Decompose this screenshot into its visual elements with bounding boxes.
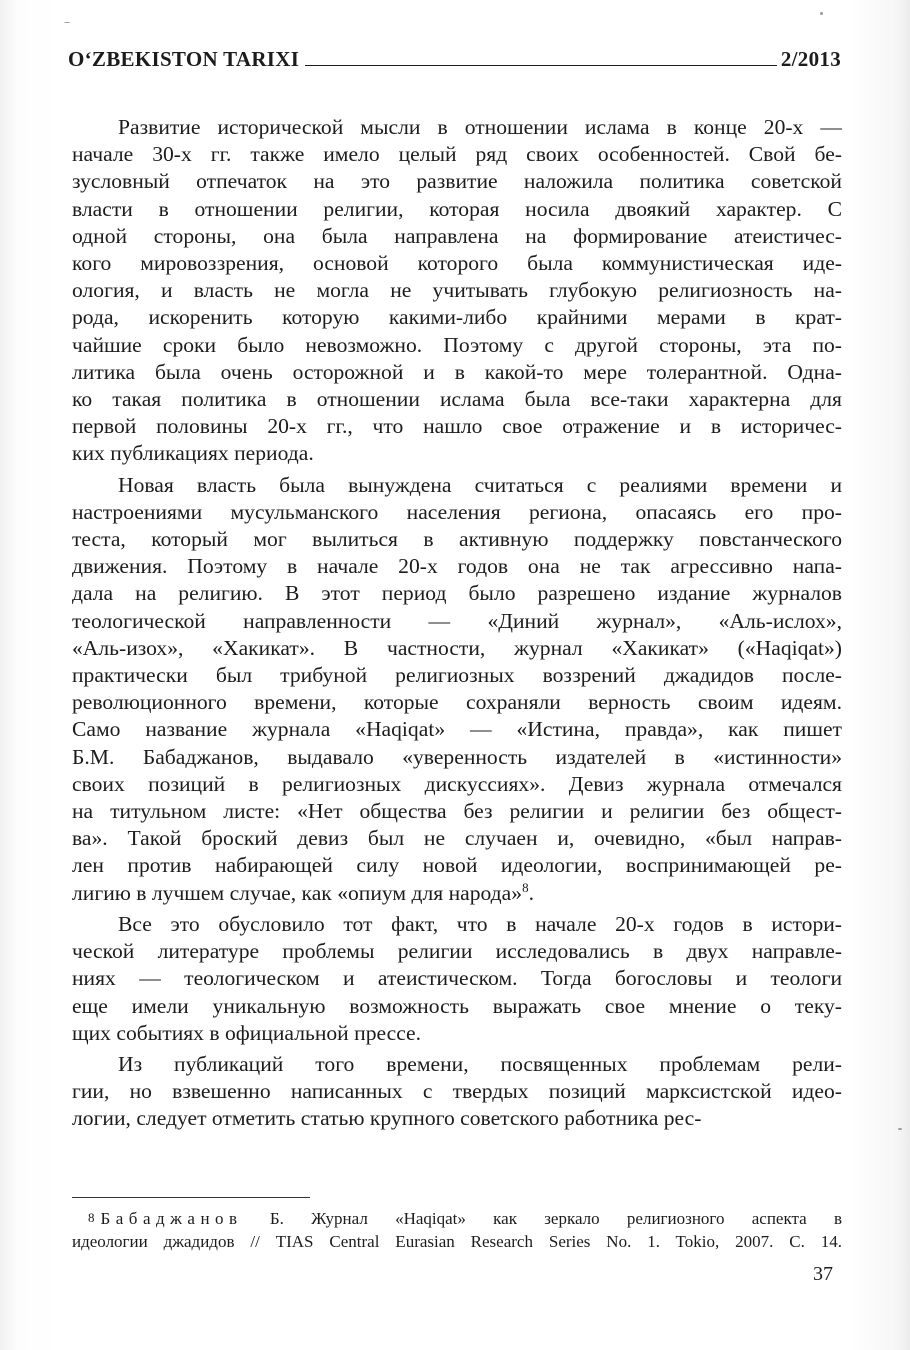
text-line (72, 332, 842, 359)
paragraph (72, 911, 842, 1047)
line-text: литика была очень осторожной и в какой-то мере толерантной. Одна- (72, 359, 842, 384)
text-line (72, 1105, 842, 1132)
issue-number: 2/2013 (780, 47, 841, 71)
running-header (68, 42, 841, 72)
text-line (72, 413, 842, 440)
text-line (72, 635, 842, 662)
line-text: щих событиях в официальной прессе. (72, 1020, 422, 1045)
footnote-reference[interactable]: 8 (522, 879, 529, 895)
text-line (72, 798, 842, 825)
scan-speck (820, 12, 823, 15)
text-line (72, 526, 842, 553)
text-line (72, 440, 842, 467)
footnote-line-1 (72, 1208, 842, 1231)
text-line (72, 662, 842, 689)
text-line (72, 304, 842, 331)
scan-speck (64, 22, 70, 23)
paragraph (72, 1051, 842, 1133)
text-line (72, 852, 842, 879)
text-line (72, 771, 842, 798)
footnote-author: Бабаджанов (100, 1209, 243, 1228)
text-line (72, 386, 842, 413)
text-line (72, 825, 842, 852)
text-line (72, 608, 842, 635)
text-line (72, 359, 842, 386)
text-line (72, 168, 842, 195)
text-line (72, 744, 842, 771)
text-line (72, 911, 842, 938)
text-line (72, 716, 842, 743)
text-line (72, 965, 842, 992)
line-text: дала на религию. В этот период было разрешено издание журналов (72, 581, 842, 606)
line-text: одной стороны, она была направлена на формирование атеистичес- (72, 223, 842, 248)
line-text: рода, искоренить которую какими-либо крайними мерами в крат- (72, 305, 842, 330)
line-text: зусловный отпечаток на это развитие наложила политика советской (72, 169, 842, 194)
text-line (72, 250, 842, 277)
line-text: ких публикациях периода. (72, 441, 314, 466)
line-text: Все это обусловило тот факт, что в начале 20-х годов в истори- (118, 911, 842, 936)
footnote-line-2: идеологии джадидов // TIAS Central Eurasian Research Series No. 1. Tokio, 2007. С. 14. (72, 1231, 842, 1251)
line-text: лен против набирающей силу новой идеологии, воспринимающей ре- (72, 853, 842, 878)
line-text: ниях — теологическом и атеистическом. Тогда богословы и теологи (72, 966, 842, 991)
line-text: практически был трибуной религиозных воззрений джадидов после- (72, 663, 842, 688)
line-text: ко такая политика в отношении ислама была все-таки характерна для (72, 387, 842, 412)
line-text: ология, и власть не могла не учитывать глубокую религиозность на- (72, 278, 842, 303)
line-text: лигию в лучшем случае, как «опиум для народа» (72, 880, 523, 905)
text-line (72, 1051, 842, 1078)
text-line (72, 553, 842, 580)
line-text: начале 30-х гг. также имело целый ряд своих особенностей. Свой бе- (72, 142, 842, 167)
journal-title: O‘ZBEKISTON TARIXI (68, 47, 300, 71)
text-line (72, 580, 842, 607)
line-text: на титульном листе: «Нет общества без религии и религии без общест- (72, 799, 842, 824)
line-text: кого мировоззрения, основой которого была коммунистическая иде- (72, 251, 842, 276)
line-text: ва». Такой броский девиз был не случаен и, очевидно, «был направ- (72, 826, 842, 851)
line-text: Новая власть была вынуждена считаться с реалиями времени и (118, 472, 842, 497)
page-number: 37 (813, 1263, 833, 1285)
text-line (72, 141, 842, 168)
text-line (72, 689, 842, 716)
line-text: Развитие исторической мысли в отношении ислама в конце 20-х — (118, 115, 842, 139)
line-text: чайшие сроки было невозможно. Поэтому с другой стороны, эта по- (72, 332, 842, 357)
line-text: своих позиций в религиозных дискуссиях». Девиз журнала отмечался (72, 771, 842, 796)
line-text: власти в отношении религии, которая носила двоякий характер. С (72, 196, 842, 221)
line-text: теста, который мог вылиться в активную поддержку повстанческого (72, 527, 842, 552)
footnote-number: 8 (88, 1210, 95, 1225)
footnote (72, 1208, 842, 1253)
line-text: теологической направленности — «Диний журнал», «Аль-ислох», (72, 608, 842, 633)
text-line (72, 196, 842, 223)
line-text: революционного времени, которые сохраняли верность своим идеям. (72, 690, 842, 715)
line-text: настроениями мусульманского населения региона, опасаясь его про- (72, 499, 842, 524)
text-line (72, 1078, 842, 1105)
text-line (72, 499, 842, 526)
footnote-separator (72, 1197, 310, 1198)
line-text: Из публикаций того времени, посвященных проблемам рели- (118, 1051, 842, 1076)
line-text: еще имели уникальную возможность выражать свое мнение о теку- (72, 993, 842, 1018)
paragraph (72, 472, 842, 907)
line-text: ческой литературе проблемы религии исследовались в двух направле- (72, 939, 842, 964)
text-line: лигию в лучшем случае, как «опиум для народа»$^8$. (72, 879, 534, 905)
text-line (72, 114, 842, 141)
text-line (72, 938, 842, 965)
scan-speck (898, 1128, 902, 1130)
text-line (72, 1020, 842, 1047)
paragraph (72, 114, 842, 468)
header-rule (305, 65, 777, 66)
footnote-citation-start: Б. Журнал «Haqiqat» как зеркало религиозного аспекта в (269, 1209, 842, 1228)
text-line (72, 993, 842, 1020)
line-text: логии, следует отметить статью крупного советского работника рес- (72, 1106, 702, 1131)
line-text: «Аль-изох», «Хакикат». В частности, журнал «Хакикат» («Haqiqat») (72, 635, 842, 660)
line-text: движения. Поэтому в начале 20-х годов она не так агрессивно напа- (72, 554, 842, 579)
text-line (72, 277, 842, 304)
text-line (72, 472, 842, 499)
text-line (72, 223, 842, 250)
line-text: Само название журнала «Haqiqat» — «Истина, правда», как пишет (72, 717, 842, 742)
line-text: гии, но взвешенно написанных с твердых позиций марксистской идео- (72, 1079, 842, 1104)
article-body (72, 114, 842, 1133)
line-text: Б.М. Бабаджанов, выдавало «уверенность издателей в «истинности» (72, 744, 842, 769)
line-text: первой половины 20-х гг., что нашло свое отражение и в историчес- (72, 414, 842, 439)
